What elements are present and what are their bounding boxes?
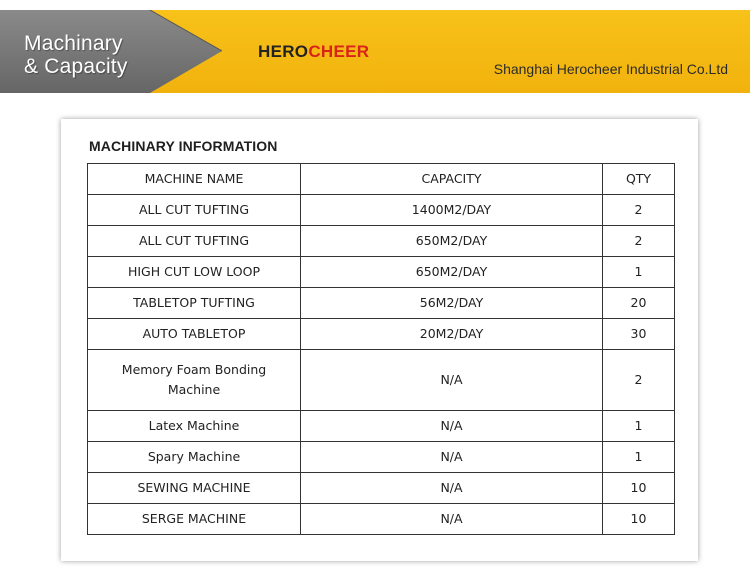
cell-qty: 30 xyxy=(603,319,675,350)
cell-machine-name: SEWING MACHINE xyxy=(88,473,301,504)
cell-machine-name: SERGE MACHINE xyxy=(88,504,301,535)
cell-capacity: N/A xyxy=(301,411,603,442)
table-row xyxy=(88,473,675,504)
cell-machine-name: ALL CUT TUFTING xyxy=(88,226,301,257)
table-row xyxy=(88,442,675,473)
cell-machine-name: AUTO TABLETOP xyxy=(88,319,301,350)
cell-qty: 10 xyxy=(603,504,675,535)
cell-machine-name: ALL CUT TUFTING xyxy=(88,195,301,226)
table-row xyxy=(88,350,675,411)
table-row xyxy=(88,504,675,535)
machinery-card xyxy=(61,119,698,561)
header-qty: QTY xyxy=(603,164,675,195)
badge-title-line1: Machinary xyxy=(24,32,123,55)
machinery-table xyxy=(87,163,675,535)
cell-machine-name: HIGH CUT LOW LOOP xyxy=(88,257,301,288)
cell-capacity: 650M2/DAY xyxy=(301,226,603,257)
table-header-row xyxy=(88,164,675,195)
cell-capacity: N/A xyxy=(301,504,603,535)
cell-capacity: N/A xyxy=(301,473,603,504)
table-row xyxy=(88,288,675,319)
cell-qty: 1 xyxy=(603,411,675,442)
cell-qty: 20 xyxy=(603,288,675,319)
company-name: Shanghai Herocheer Industrial Co.Ltd xyxy=(493,61,728,77)
cell-capacity: N/A xyxy=(301,442,603,473)
section-title: MACHINARY INFORMATION xyxy=(89,138,278,154)
cell-qty: 2 xyxy=(603,195,675,226)
cell-capacity: N/A xyxy=(301,350,603,411)
cell-qty: 2 xyxy=(603,350,675,411)
header-machine-name: MACHINE NAME xyxy=(88,164,301,195)
table-row xyxy=(88,226,675,257)
cell-capacity: 56M2/DAY xyxy=(301,288,603,319)
badge-title xyxy=(24,32,204,78)
cell-machine-name: Spary Machine xyxy=(88,442,301,473)
cell-qty: 2 xyxy=(603,226,675,257)
section-badge xyxy=(0,10,222,93)
cell-machine-name: TABLETOP TUFTING xyxy=(88,288,301,319)
brand-logo-part2: CHEER xyxy=(308,42,370,61)
table-row xyxy=(88,411,675,442)
brand-logo-part1: HERO xyxy=(258,42,309,61)
cell-capacity: 650M2/DAY xyxy=(301,257,603,288)
brand-logo xyxy=(258,42,369,62)
table-row xyxy=(88,195,675,226)
cell-qty: 10 xyxy=(603,473,675,504)
cell-capacity: 1400M2/DAY xyxy=(301,195,603,226)
table-row xyxy=(88,257,675,288)
cell-machine-name: Latex Machine xyxy=(88,411,301,442)
header-capacity: CAPACITY xyxy=(301,164,603,195)
cell-capacity: 20M2/DAY xyxy=(301,319,603,350)
cell-qty: 1 xyxy=(603,442,675,473)
badge-title-line2: & Capacity xyxy=(24,55,128,78)
cell-qty: 1 xyxy=(603,257,675,288)
table-row xyxy=(88,319,675,350)
cell-machine-name: Memory Foam Bonding Machine xyxy=(88,350,301,411)
